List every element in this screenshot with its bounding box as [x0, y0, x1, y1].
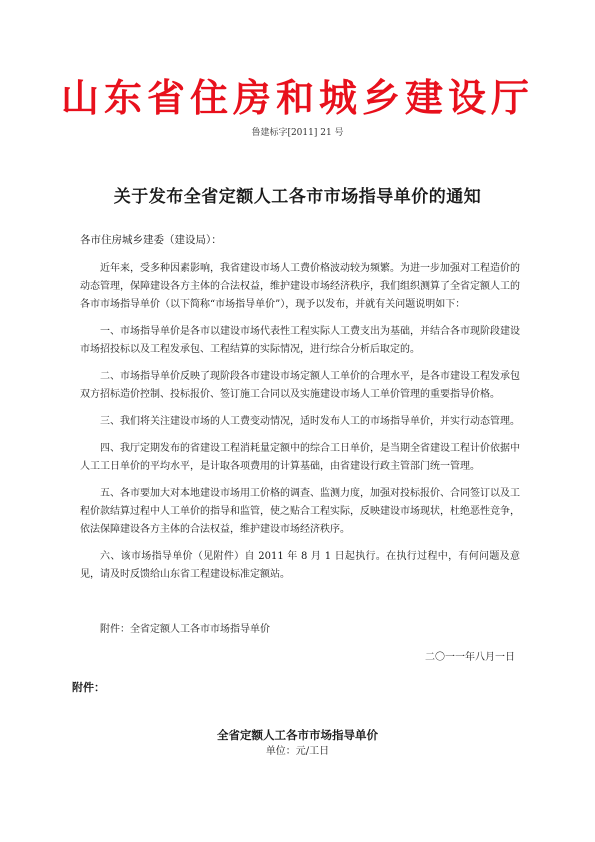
attachment-heading: 附件：	[72, 681, 105, 694]
org-title: 山东省住房和城乡建设厅	[60, 75, 534, 120]
table-title: 全省定额人工各市市场指导单价	[217, 728, 378, 742]
attachment-note: 附件：全省定额人工各市市场指导单价	[100, 624, 270, 635]
doc-number: 鲁建标字[2011] 21 号	[251, 128, 344, 138]
item-paragraph-5: 五、各市要加大对本地建设市场用工价格的调查、监测力度，加强对投标报价、合同签订以及工程价款结算过程中人工单价的指导和监管，使之贴合工程实际，反映建设市场现状，杜绝恶性竞争，依法保障建设各方主体的合法权益，维护建设市场经济秩序。	[80, 488, 520, 535]
item-paragraph-3: 三、我们将关注建设市场的人工费变动情况，适时发布人工的市场指导单价，并实行动态管理。	[100, 416, 520, 427]
item-paragraph-2: 二、市场指导单价反映了现阶段各市建设市场定额人工单价的合理水平，是各市建设工程发承包双方招标造价控制、投标报价、签订施工合同以及实施建设市场人工单价管理的重要指导价格。	[80, 371, 520, 400]
issue-date: 二〇一一年八月一日	[425, 652, 515, 663]
notice-body	[80, 260, 520, 593]
unit-label: 单位：元/工日	[265, 746, 330, 757]
item-paragraph-6: 六、该市场指导单价（见附件）自 2011 年 8 月 1 日起执行。在执行过程中，有何问题及意见，请及时反馈给山东省工程建设标准定额站。	[80, 551, 520, 580]
intro-paragraph: 近年来，受多种因素影响，我省建设市场人工费价格波动较为频繁。为进一步加强对工程造价的动态管理，保障建设各方主体的合法权益，维护建设市场经济秩序，我们组织测算了全省定额人工的各市市场指导单价（以下简称“市场指导单价”），现予以发布，并就有关问题说明如下：	[80, 263, 520, 310]
item-paragraph-4: 四、我厅定期发布的省建设工程消耗量定额中的综合工日单价，是当期全省建设工程计价依据中人工工日单价的平均水平，是计取各项费用的计算基础，由省建设行政主管部门统一管理。	[80, 443, 520, 472]
addressee: 各市住房城乡建委（建设局）：	[80, 234, 222, 246]
notice-title: 关于发布全省定额人工各市市场指导单价的通知	[113, 187, 482, 207]
item-paragraph-1: 一、市场指导单价是各市以建设市场代表性工程实际人工费支出为基础，并结合各市现阶段建设市场招投标以及工程发承包、工程结算的实际情况，进行综合分析后取定的。	[80, 326, 520, 355]
